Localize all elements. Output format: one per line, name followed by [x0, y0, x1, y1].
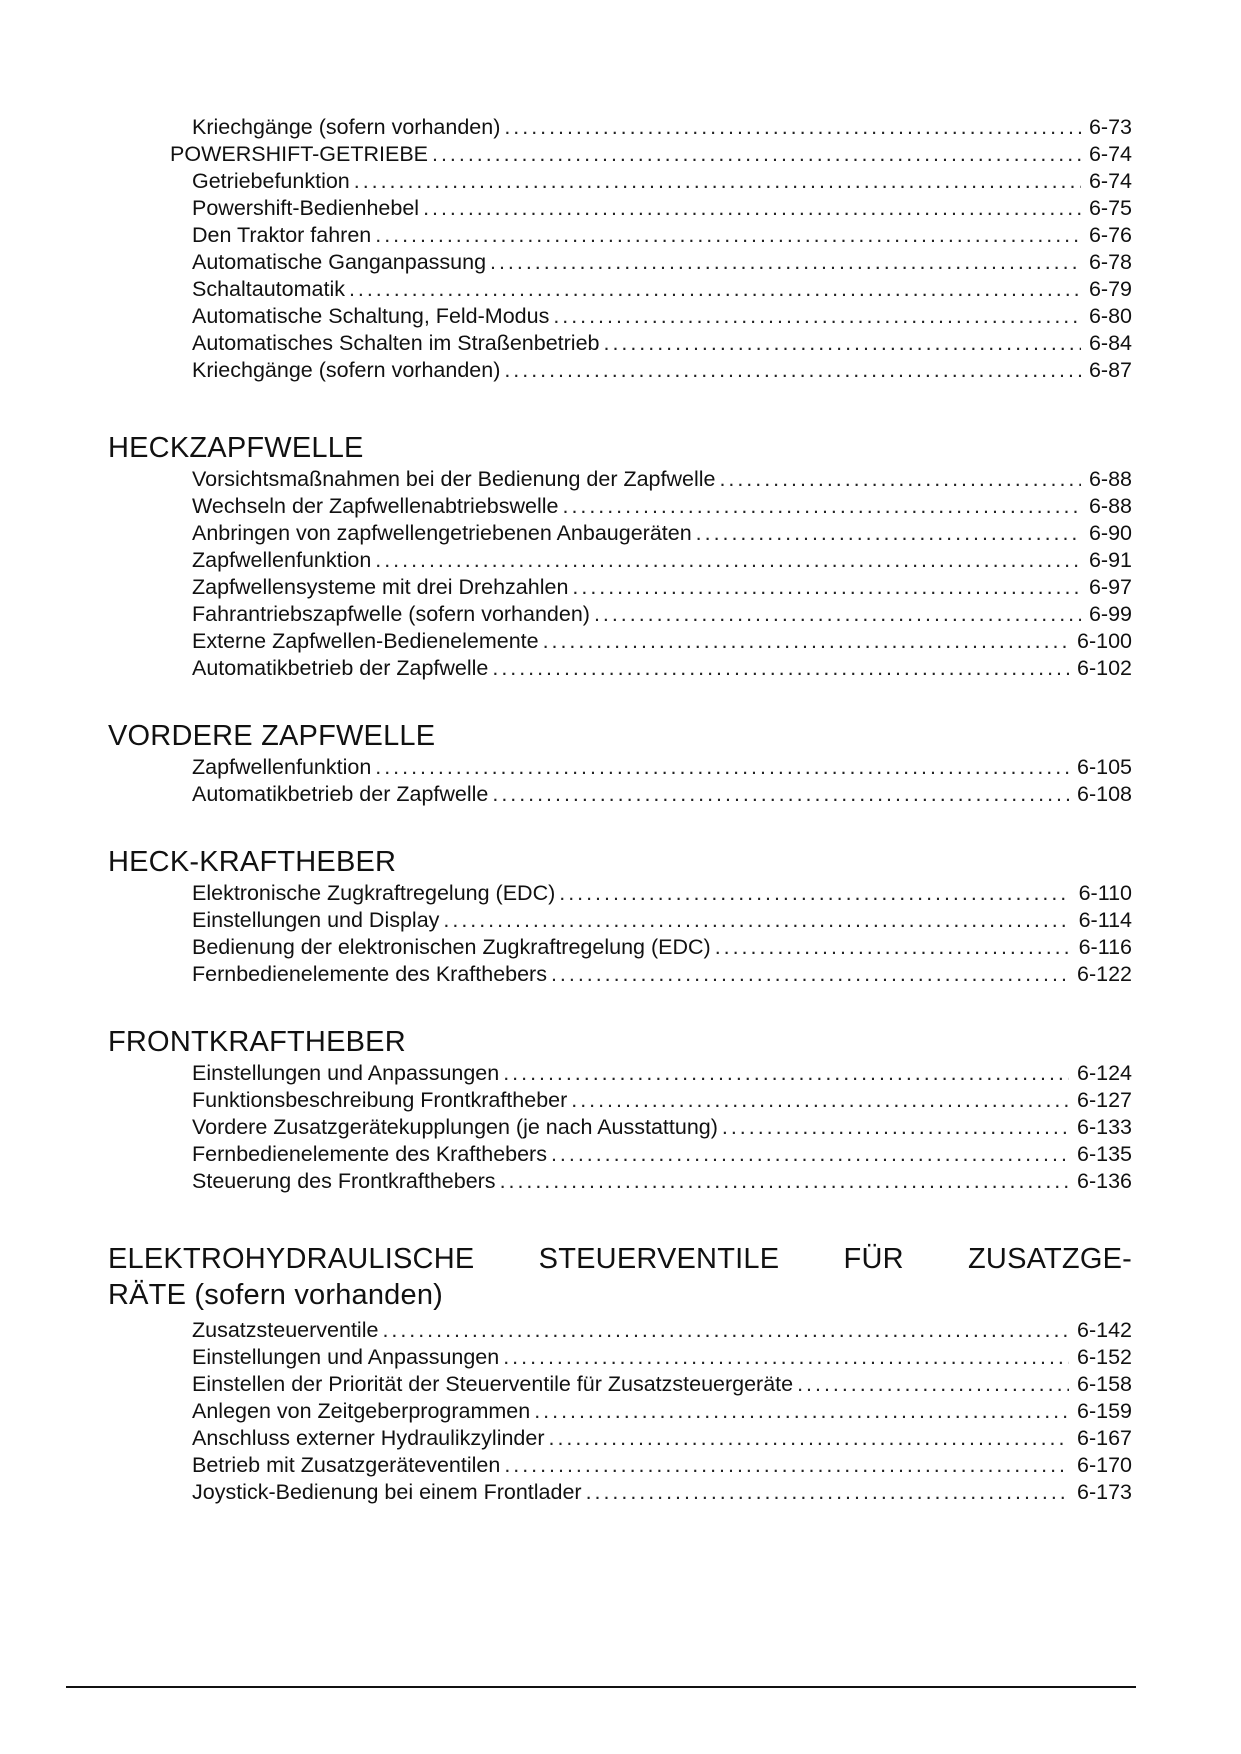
toc-entry-title: Powershift-Bedienhebel: [192, 196, 420, 220]
toc-entry-title: Automatische Ganganpassung: [192, 250, 487, 274]
toc-entry-title: Automatische Schaltung, Feld-Modus: [192, 304, 550, 328]
toc-entry-title: Anbringen von zapfwellengetriebenen Anbaugeräten: [192, 521, 692, 545]
toc-entry-title: Funktionsbeschreibung Frontkraftheber: [192, 1088, 568, 1112]
section-heading[interactable]: VORDERE ZAPFWELLE: [108, 720, 436, 752]
toc-entry-page: 6-90: [1088, 521, 1132, 545]
toc-entry[interactable]: [108, 655, 1132, 682]
toc-entry[interactable]: [108, 520, 1132, 547]
toc-entry-page: 6-73: [1088, 115, 1132, 139]
toc-entry-page: 6-173: [1077, 1480, 1132, 1504]
toc-entry[interactable]: [108, 574, 1132, 601]
toc-entry-title: Automatikbetrieb der Zapfwelle: [192, 656, 489, 680]
toc-entry-page: 6-142: [1077, 1318, 1132, 1342]
toc-entry[interactable]: [108, 547, 1132, 574]
toc-entry-page: 6-122: [1077, 962, 1132, 986]
toc-entry[interactable]: [108, 249, 1132, 276]
toc-entry-page: 6-110: [1078, 881, 1132, 905]
toc-entry[interactable]: [108, 1114, 1132, 1141]
section-heading-line1[interactable]: [108, 1241, 1132, 1277]
toc-entry-title: Fahrantriebszapfwelle (sofern vorhanden): [192, 602, 590, 626]
toc-entry-page: 6-102: [1077, 656, 1132, 680]
toc-entry-title: Joystick-Bedienung bei einem Frontlader: [192, 1480, 582, 1504]
toc-entry-title: Automatisches Schalten im Straßenbetrieb: [192, 331, 600, 355]
table-of-contents: [108, 114, 1132, 1506]
toc-entry-title: Steuerung des Frontkrafthebers: [192, 1169, 496, 1193]
toc-entry[interactable]: [108, 1317, 1132, 1344]
toc-entry-title: Kriechgänge (sofern vorhanden): [192, 115, 501, 139]
toc-entry-page: 6-135: [1077, 1142, 1132, 1166]
toc-entry-title: Zusatzsteuerventile: [192, 1318, 379, 1342]
toc-entry[interactable]: [108, 466, 1132, 493]
toc-entry[interactable]: [108, 1344, 1132, 1371]
toc-entry-page: 6-136: [1077, 1169, 1132, 1193]
toc-entry-title: Den Traktor fahren: [192, 223, 372, 247]
toc-entry[interactable]: [108, 1060, 1132, 1087]
heading-word: STEUERVENTILE: [538, 1243, 780, 1275]
toc-entry-title: Zapfwellensysteme mit drei Drehzahlen: [192, 575, 569, 599]
toc-entry-title: Einstellen der Priorität der Steuerventile für Zusatzsteuergeräte: [192, 1372, 794, 1396]
toc-entry-page: 6-133: [1077, 1115, 1132, 1139]
toc-entry-page: 6-158: [1077, 1372, 1132, 1396]
toc-entry-page: 6-99: [1088, 602, 1132, 626]
toc-entry-title: Fernbedienelemente des Krafthebers: [192, 962, 547, 986]
toc-entry[interactable]: [108, 880, 1132, 907]
toc-section-vordere-zapfwelle: [108, 718, 1132, 808]
footer-rule: [66, 1686, 1136, 1688]
toc-section-steuerventile: [108, 1241, 1132, 1506]
toc-entry-title: Einstellungen und Display: [192, 908, 440, 932]
toc-entry-page: 6-97: [1088, 575, 1132, 599]
section-heading-line2[interactable]: RÄTE (sofern vorhanden): [108, 1279, 444, 1311]
toc-entry[interactable]: [108, 222, 1132, 249]
toc-entry-page: 6-91: [1088, 548, 1132, 572]
toc-entry-page: 6-114: [1078, 908, 1132, 932]
toc-entry-title: Getriebefunktion: [192, 169, 350, 193]
toc-entry-title: Zapfwellenfunktion: [192, 548, 372, 572]
toc-entry-page: 6-88: [1088, 494, 1132, 518]
toc-entry-page: 6-78: [1088, 250, 1132, 274]
toc-entry-page: 6-100: [1077, 629, 1132, 653]
toc-entry[interactable]: [108, 195, 1132, 222]
toc-entry-title: Automatikbetrieb der Zapfwelle: [192, 782, 489, 806]
toc-entry-page: 6-75: [1088, 196, 1132, 220]
toc-entry-page: 6-88: [1088, 467, 1132, 491]
toc-entry-title: Zapfwellenfunktion: [192, 755, 372, 779]
toc-entry[interactable]: [108, 907, 1132, 934]
toc-entry-page: 6-74: [1088, 169, 1132, 193]
toc-entry[interactable]: [108, 168, 1132, 195]
toc-entry[interactable]: [108, 1452, 1132, 1479]
toc-entry-page: 6-105: [1077, 755, 1132, 779]
toc-entry[interactable]: [108, 1141, 1132, 1168]
toc-entry-title: Externe Zapfwellen-Bedienelemente: [192, 629, 539, 653]
toc-entry-title: Fernbedienelemente des Krafthebers: [192, 1142, 547, 1166]
toc-entry-title: Wechseln der Zapfwellenabtriebswelle: [192, 494, 559, 518]
section-heading[interactable]: HECKZAPFWELLE: [108, 432, 364, 464]
toc-entry-page: 6-80: [1088, 304, 1132, 328]
toc-entry-title: Anschluss externer Hydraulikzylinder: [192, 1426, 545, 1450]
toc-entry[interactable]: [108, 303, 1132, 330]
toc-entry[interactable]: [108, 754, 1132, 781]
toc-entry-page: 6-159: [1077, 1399, 1132, 1423]
toc-entry-page: 6-87: [1088, 358, 1132, 382]
toc-entry[interactable]: [108, 601, 1132, 628]
toc-entry[interactable]: [108, 1479, 1132, 1506]
toc-entry[interactable]: [108, 934, 1132, 961]
toc-intro-block: [108, 114, 1132, 384]
toc-entry[interactable]: [108, 1168, 1132, 1195]
toc-entry-page: 6-79: [1088, 277, 1132, 301]
toc-entry-page: 6-124: [1077, 1061, 1132, 1085]
section-heading[interactable]: FRONTKRAFTHEBER: [108, 1026, 406, 1058]
toc-entry-title: Kriechgänge (sofern vorhanden): [192, 358, 501, 382]
toc-entry-title: Bedienung der elektronischen Zugkraftregelung (EDC): [192, 935, 711, 959]
section-heading[interactable]: HECK-KRAFTHEBER: [108, 846, 397, 878]
heading-word: ZUSATZGE-: [968, 1243, 1132, 1275]
toc-entry-page: 6-167: [1077, 1426, 1132, 1450]
toc-entry-title: Vordere Zusatzgerätekupplungen (je nach Ausstattung): [192, 1115, 718, 1139]
toc-entry-page: 6-152: [1077, 1345, 1132, 1369]
toc-section-heckzapfwelle: [108, 430, 1132, 682]
toc-entry[interactable]: [108, 1398, 1132, 1425]
toc-entry-title: Einstellungen und Anpassungen: [192, 1061, 500, 1085]
toc-entry-title: Schaltautomatik: [192, 277, 345, 301]
toc-entry-page: 6-76: [1088, 223, 1132, 247]
toc-entry[interactable]: [108, 330, 1132, 357]
heading-word: FÜR: [843, 1243, 904, 1275]
toc-entry-title: Betrieb mit Zusatzgeräteventilen: [192, 1453, 501, 1477]
toc-section-frontkraftheber: [108, 1024, 1132, 1195]
toc-entry-page: 6-108: [1077, 782, 1132, 806]
toc-entry-title: Vorsichtsmaßnahmen bei der Bedienung der Zapfwelle: [192, 467, 716, 491]
toc-entry-page: 6-170: [1077, 1453, 1132, 1477]
toc-entry-title: Einstellungen und Anpassungen: [192, 1345, 500, 1369]
toc-entry[interactable]: [108, 114, 1132, 141]
toc-section-heck-kraftheber: [108, 844, 1132, 988]
toc-entry[interactable]: [108, 357, 1132, 384]
toc-entry[interactable]: [108, 781, 1132, 808]
toc-entry[interactable]: [108, 961, 1132, 988]
toc-entry[interactable]: [108, 276, 1132, 303]
toc-subheading-entry[interactable]: [108, 141, 1132, 168]
toc-entry[interactable]: [108, 1371, 1132, 1398]
toc-entry-title: Elektronische Zugkraftregelung (EDC): [192, 881, 556, 905]
toc-entry[interactable]: [108, 1087, 1132, 1114]
toc-entry-title: Anlegen von Zeitgeberprogrammen: [192, 1399, 531, 1423]
toc-entry-page: 6-84: [1088, 331, 1132, 355]
heading-word: ELEKTROHYDRAULISCHE: [108, 1243, 475, 1275]
toc-entry[interactable]: [108, 493, 1132, 520]
toc-entry-title: POWERSHIFT-GETRIEBE: [170, 142, 429, 166]
toc-entry[interactable]: [108, 628, 1132, 655]
toc-entry-page: 6-127: [1077, 1088, 1132, 1112]
toc-entry-page: 6-74: [1088, 142, 1132, 166]
toc-entry[interactable]: [108, 1425, 1132, 1452]
toc-entry-page: 6-116: [1078, 935, 1132, 959]
